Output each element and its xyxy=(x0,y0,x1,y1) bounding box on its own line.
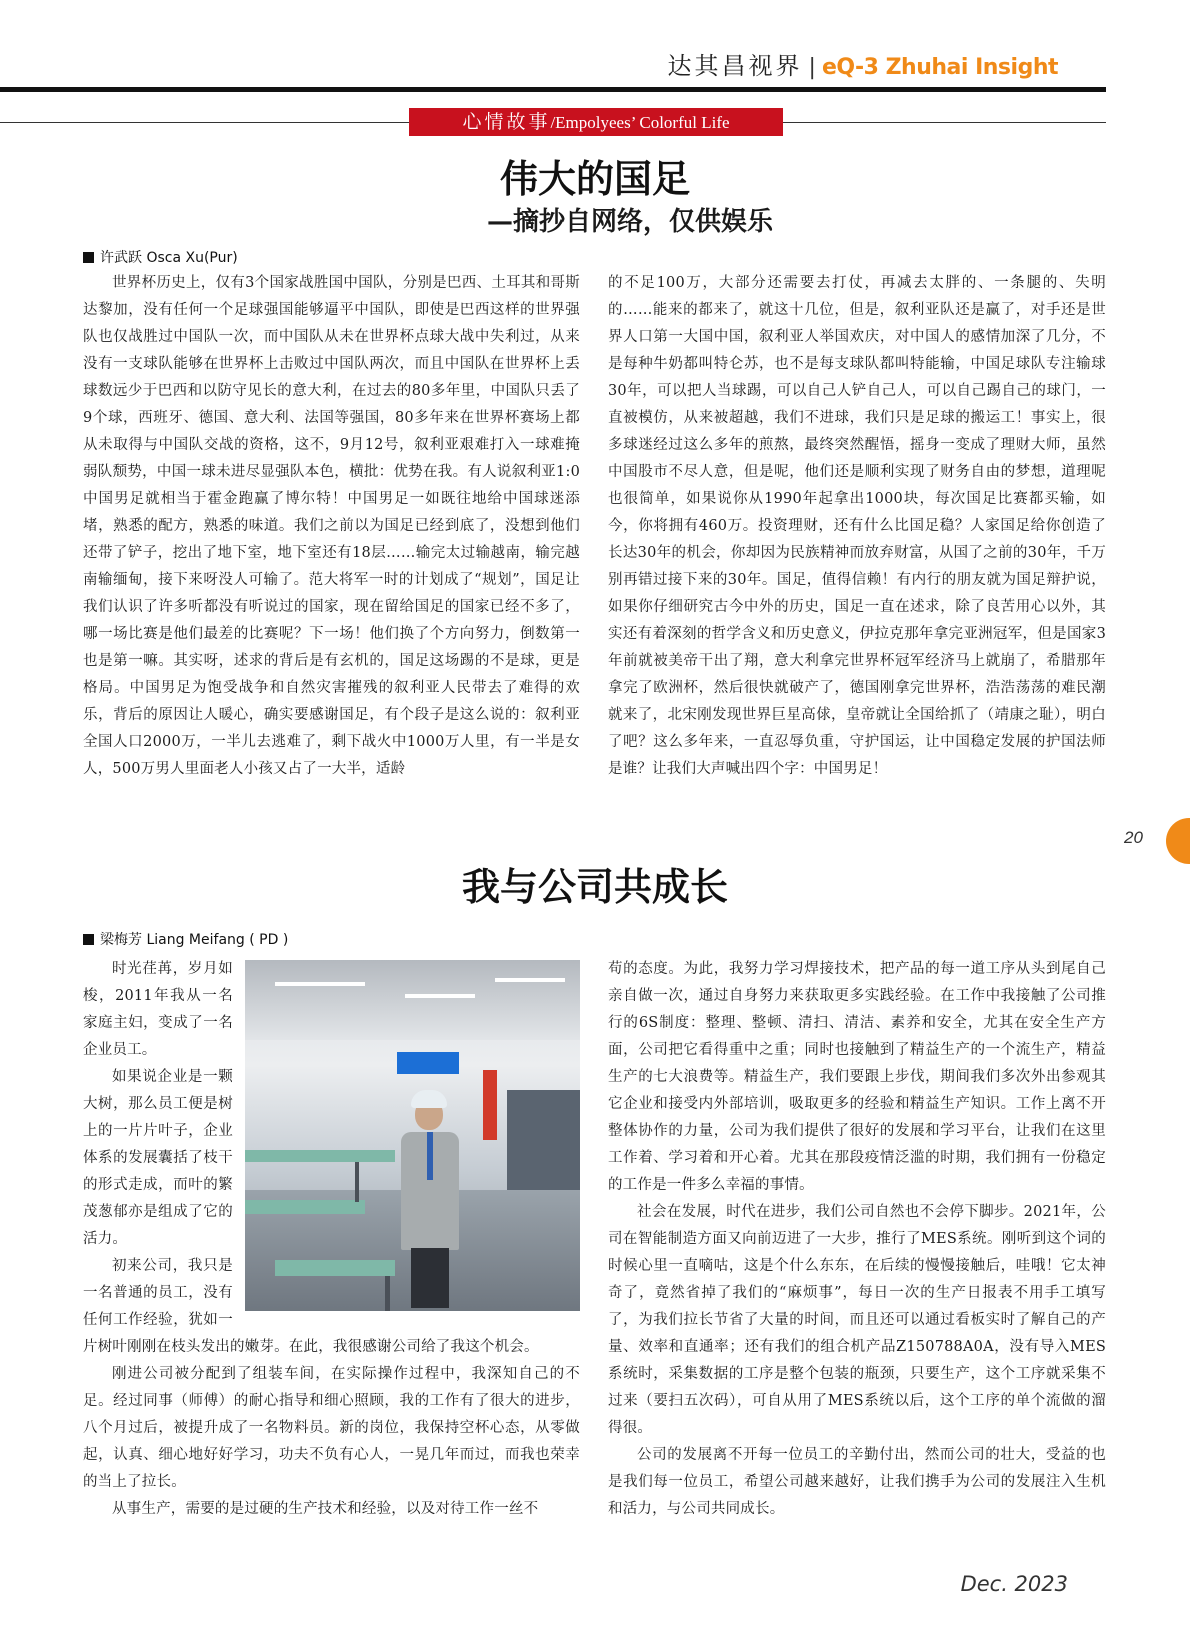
section-title-english: /Empolyees’ Colorful Life xyxy=(550,113,730,132)
article-2-author: 梁梅芳 Liang Meifang ( PD ) xyxy=(100,932,289,948)
header-rule-thick xyxy=(0,87,1106,92)
article-2-title: 我与公司共成长 xyxy=(461,864,728,909)
section-title-chinese: 心情故事 xyxy=(462,111,551,133)
masthead-english: eQ-3 Zhuhai Insight xyxy=(821,55,1058,80)
article-2-paragraph: 社会在发展，时代在进步，我们公司自然也不会停下脚步。2021年，公司在智能制造方面又向前迈进了一大步，推行了MES系统。刚听到这个词的时候心里一直嘀咕，这是个什么东东，在后续的慢慢接触后，哇哦！它太神奇了，竟然省掉了我们的“麻烦事”，每日一次的生产日报表不用手工填写了，为我们拉长节省了大量的时间，而且还可以通过看板实时了解自己的产量、效率和直通率；还有我们的组合机产品Z150788A0A，没有导入MES系统时，采集数据的工序是整个包装的瓶颈，只要生产，这个工序就采集不过来（要扫五次码），可自从用了MES系统以后，这个工序的单个流做的溜得很。 xyxy=(608,1204,1106,1436)
article-2-paragraph: 时光荏苒，岁月如梭，2011年我从一名家庭主妇，变成了一名企业员工。 xyxy=(83,961,233,1058)
factory-sign xyxy=(397,1052,459,1074)
page-number: 20 xyxy=(1124,828,1143,847)
article-2-right-column xyxy=(608,956,1106,1541)
article-1-subtitle: —摘抄自网络，仅供娱乐 xyxy=(486,207,773,237)
article-1-left-column xyxy=(83,270,580,830)
article-1-paragraph: 世界杯历史上，仅有3个国家战胜国中国队，分别是巴西、土耳其和哥斯达黎加，没有任何一个足球强国能够逼平中国队，即使是巴西这样的世界强队也仅战胜过中国队一次，而中国队从未在世界杯点球大战中失利过，从来没有一支球队能够在世界杯上击败过中国队两次，而且中国队在世界杯上丢球数远少于巴西和以防守见长的意大利，在过去的80多年里，中国队只丢了9个球，西班牙、德国、意大利、法国等强国，80多年来在世界杯赛场上都从未取得与中国队交战的资格，这不，9月12号，叙利亚艰难打入一球难掩弱队颓势，中国一球未进尽显强队本色，横批：优势在我。有人说叙利亚1:0中国男足就相当于霍金跑赢了博尔特！中国男足一如既往地给中国球迷添堵，熟悉的配方，熟悉的味道。我们之前以为国足已经到底了，没想到他们还带了铲子，挖出了地下室，地下室还有18层……输完太过输越南，输完越南输缅甸，接下来呀没人可输了。范大将军一时的计划成了“规划”，国足让我们认识了许多听都没有听说过的国家，现在留给国足的国家已经不多了，哪一场比赛是他们最差的比赛呢？下一场！他们换了个方向努力，倒数第一也是第一嘛。其实呀，述求的背后是有玄机的，国足这场踢的不是球，更是格局。中国男足为饱受战争和自然灾害摧残的叙利亚人民带去了难得的欢乐，背后的原因让人暖心，确实要感谢国足，有个段子是这么说的：叙利亚全国人口2000万，一半儿去逃难了，剩下战火中1000万人里，有一半是女人，500万男人里面老人小孩又占了一大半，适龄 xyxy=(83,275,580,777)
article-2-left-column xyxy=(83,956,580,1541)
article-2-paragraph: 从事生产，需要的是过硬的生产技术和经验，以及对待工作一丝不 xyxy=(112,1501,539,1517)
article-1-byline xyxy=(83,248,238,268)
article-1-author: 许武跃 Osca Xu(Pur) xyxy=(100,250,238,266)
article-1-paragraph: 的不足100万，大部分还需要去打仗，再减去太胖的、一条腿的、失明的……能来的都来了，就这十几位，但是，叙利亚队还是赢了，对手还是世界人口第一大国中国，叙利亚人举国欢庆，对中国人的感情加深了几分，不是每种牛奶都叫特仑苏，也不是每支球队都叫特能输，中国足球队专注输球30年，可以把人当球踢，可以自己人铲自己人，可以自己踢自己的球门，一直被模仿，从来被超越，我们不进球，我们只是足球的搬运工！事实上，很多球迷经过这么多年的煎熬，最终突然醒悟，摇身一变成了理财大师，虽然中国股市不尽人意，但是呢，他们还是顺利实现了财务自由的梦想，道理呢也很简单，如果说你从1990年起拿出1000块，每次国足比赛都买输，如今，你将拥有460万。投资理财，还有什么比国足稳？人家国足给你创造了长达30年的机会，你却因为民族精神而放弃财富，从国了之前的30年，千万别再错过接下来的30年。国足，值得信赖！有内行的朋友就为国足辩护说，如果你仔细研究古今中外的历史，国足一直在述求，除了良苦用心以外，其实还有着深刻的哲学含义和历史意义，伊拉克那年拿完亚洲冠军，但是国家3年前就被美帝干出了翔，意大利拿完世界杯冠军经济马上就崩了，希腊那年拿完了欧洲杯，然后很快就破产了，德国刚拿完世界杯，浩浩荡荡的难民潮就来了，北宋刚发现世界巨星高俅，皇帝就让全国给抓了（靖康之耻），明白了吧？这么多年来，一直忍辱负重，守护国运，让中国稳定发展的护国法师是谁？让我们大声喊出四个字：中国男足！ xyxy=(608,275,1106,777)
byline-square-icon xyxy=(83,252,94,263)
article-2-paragraph: 初来公司，我只是一名普通的员工，没有任何工作经验，犹如一片树叶刚刚在枝头发出的嫩芽。在此，我很感谢公司给了我这个机会。 xyxy=(83,1258,539,1355)
masthead-separator: | xyxy=(808,55,816,80)
byline-square-icon xyxy=(83,934,94,945)
factory-worker-photo xyxy=(245,960,580,1311)
page-tab xyxy=(1166,818,1190,864)
article-2-byline xyxy=(83,930,288,950)
article-1-title: 伟大的国足 xyxy=(499,156,690,201)
article-2-paragraph: 刚进公司被分配到了组装车间，在实际操作过程中，我深知自己的不足。经过同事（师傅）的耐心指导和细心照顾，我的工作有了很大的进步，八个月过后，被提升成了一名物料员。新的岗位，我保持空杯心态，从零做起，认真、细心地好好学习，功夫不负有心人，一晃几年而过，而我也荣幸的当上了拉长。 xyxy=(83,1366,580,1490)
masthead xyxy=(668,50,1058,84)
article-1-right-column xyxy=(608,270,1106,830)
article-2-paragraph: 公司的发展离不开每一位员工的辛勤付出，然而公司的壮大，受益的也是我们每一位员工，希望公司越来越好，让我们携手为公司的发展注入生机和活力，与公司共同成长。 xyxy=(608,1447,1106,1517)
masthead-chinese: 达其昌视界 xyxy=(667,52,803,80)
article-2-paragraph: 如果说企业是一颗大树，那么员工便是树上的一片片叶子，企业体系的发展囊括了枝干的形式走成，而叶的繁茂葱郁亦是组成了它的活力。 xyxy=(83,1069,233,1247)
article-2-paragraph: 苟的态度。为此，我努力学习焊接技术，把产品的每一道工序从头到尾自己亲自做一次，通过自身努力来获取更多实践经验。在工作中我接触了公司推行的6S制度：整理、整顿、清扫、清洁、素养和安全，尤其在安全生产方面，公司把它看得重中之重；同时也接触到了精益生产的一个流生产，精益生产的七大浪费等。精益生产，我们要跟上步伐，期间我们多次外出参观其它企业和接受内外部培训，吸取更多的经验和精益生产知识。工作上离不开整体协作的力量，公司为我们提供了很好的发展和学习平台，让我们在这里工作着、学习着和开心着。尤其在那段疫情泛滥的时期，我们拥有一份稳定的工作是一件多么幸福的事情。 xyxy=(608,961,1106,1193)
issue-date: Dec. 2023 xyxy=(960,1572,1068,1596)
section-banner xyxy=(409,108,783,136)
